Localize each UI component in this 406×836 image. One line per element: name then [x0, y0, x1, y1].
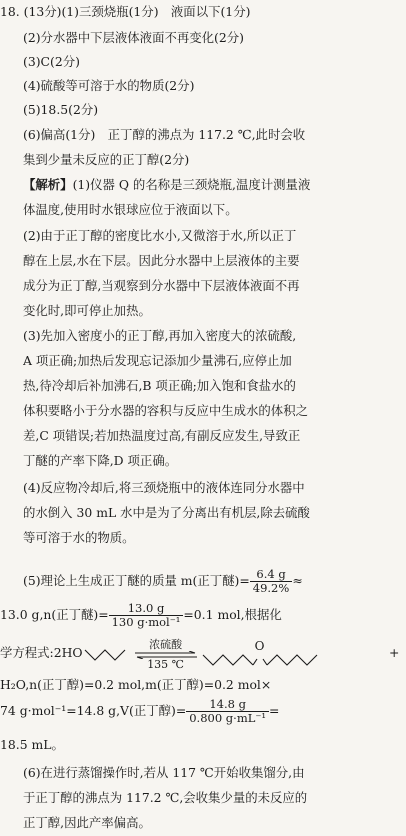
p5-line3-text: 学方程式:2HO	[0, 645, 83, 660]
approx-sign: ≈	[292, 573, 303, 588]
answer-4: (4)硫酸等可溶于水的物质(2分)	[23, 78, 195, 93]
ether-skeletal-structure	[201, 639, 319, 669]
fraction-moles-ether	[109, 602, 184, 629]
fraction-denominator: 49.2%	[252, 581, 290, 595]
answer-q18-head: 18. (13分)(1)三颈烧瓶(1分) 液面以下(1分)	[0, 4, 251, 19]
analysis-p2-line1: (2)由于正丁醇的密度比水小,又微溶于水,所以正丁	[23, 228, 297, 243]
analysis-p3-line2: A 项正确;加热后发现忘记添加少量沸石,应停止加	[23, 353, 292, 368]
analysis-p2-line2: 醇在上层,水在下层。因此分水器中上层液体的主要	[23, 253, 300, 268]
analysis-p6-line2: 于正丁醇的沸点为 117.2 ℃,会收集少量的未反应的	[23, 790, 308, 805]
reaction-catalyst: 浓硫酸	[149, 637, 183, 651]
fraction-numerator: 14.8 g	[186, 698, 269, 712]
analysis-p5-line4: H₂O,n(正丁醇)=0.2 mol,m(正丁醇)=0.2 mol×	[0, 677, 272, 692]
analysis-p2-line3: 成分为正丁醇,当观察到分水器中下层液体液面不再	[23, 278, 300, 293]
fraction-denominator: 130 g·mol⁻¹	[111, 615, 181, 629]
analysis-p3-line5: 差,C 项错误;若加热温度过高,有副反应发生,导致正	[23, 428, 301, 443]
answer-3: (3)C(2分)	[23, 54, 80, 69]
analysis-p3-line3: 热,待冷却后补加沸石,B 项正确;加入饱和食盐水的	[23, 378, 296, 393]
p5-line5-text: 74 g·mol⁻¹=14.8 g,V(正丁醇)=	[0, 703, 187, 718]
butanol-skeletal-structure	[83, 644, 131, 664]
analysis-p4-line2: 的水倒入 30 mL 水中是为了分离出有机层,除去硫酸	[23, 505, 310, 520]
analysis-p5-line6: 18.5 mL。	[0, 737, 64, 752]
analysis-p5-line3	[0, 636, 406, 670]
fraction-numerator: 6.4 g	[250, 568, 293, 582]
analysis-p6-line1: (6)在进行蒸馏操作时,若从 117 ℃开始收集馏分,由	[23, 765, 305, 780]
p5-line2-tail: =0.1 mol,根据化	[183, 607, 282, 622]
analysis-p4-line3: 等可溶于水的物质。	[23, 530, 135, 545]
equals-sign: =	[269, 703, 280, 718]
analysis-p1-text: (1)仪器 Q 的名称是三颈烧瓶,温度计测量液	[72, 177, 311, 192]
answer-5: (5)18.5(2分)	[23, 102, 99, 117]
fraction-denominator: 0.800 g·mL⁻¹	[189, 711, 267, 725]
analysis-p4-line1: (4)反应物冷却后,将三颈烧瓶中的液体连同分水器中	[23, 480, 305, 495]
analysis-p3-line4: 体积要略小于分水器的容积与反应中生成水的体积之	[23, 403, 308, 418]
plus-sign: +	[389, 645, 400, 660]
reaction-condition	[131, 639, 201, 669]
p5-line2-text: 13.0 g,n(正丁醚)=	[0, 607, 109, 622]
analysis-p1-line1	[23, 177, 406, 193]
reaction-temperature: 135 ℃	[147, 657, 184, 671]
analysis-p3-line1: (3)先加入密度小的正丁醇,再加入密度大的浓硫酸,	[23, 328, 297, 343]
p5-line1-text: (5)理论上生成正丁醚的质量 m(正丁醚)=	[23, 573, 250, 588]
analysis-p5-line1	[23, 566, 406, 596]
analysis-p5-line5	[0, 696, 406, 726]
answer-2: (2)分水器中下层液体液面不再变化(2分)	[23, 30, 244, 45]
fraction-mass-ether	[250, 568, 293, 595]
answer-6-line2: 集到少量未反应的正丁醇(2分)	[23, 152, 190, 167]
analysis-p1-line2: 体温度,使用时水银球应位于液面以下。	[23, 202, 238, 217]
fraction-numerator: 13.0 g	[109, 602, 184, 616]
analysis-p3-line6: 丁醚的产率下降,D 项正确。	[23, 453, 178, 468]
fraction-volume-butanol	[186, 698, 269, 725]
analysis-p6-line3: 正丁醇,因此产率偏高。	[23, 815, 151, 830]
oxygen-atom-label: O	[254, 638, 265, 653]
analysis-p2-line4: 变化时,即可停止加热。	[23, 303, 151, 318]
analysis-p5-line2	[0, 600, 406, 630]
analysis-label: 【解析】	[23, 177, 73, 192]
answer-6-line1: (6)偏高(1分) 正丁醇的沸点为 117.2 ℃,此时会收	[23, 127, 306, 142]
